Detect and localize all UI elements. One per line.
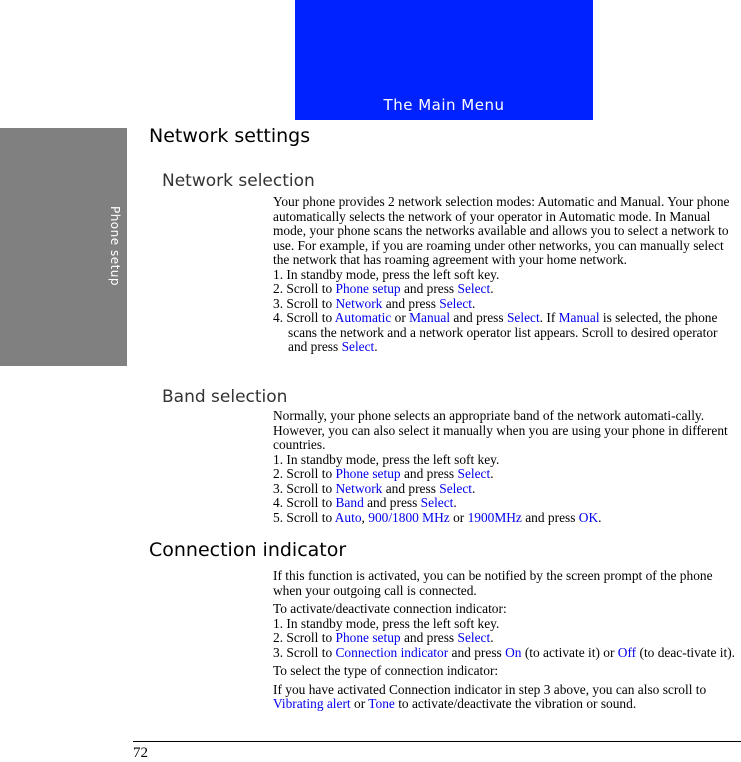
band-selection-body bbox=[273, 409, 739, 525]
ns-step-2: 2. Scroll to Phone setup and press Select. bbox=[273, 281, 494, 296]
network-settings-heading: Network settings bbox=[149, 125, 311, 147]
connection-indicator-heading: Connection indicator bbox=[149, 539, 347, 561]
ci-final: If you have activated Connection indicator in step 3 above, you can also scroll to Vibrating alert or Tone to activate/deactivate the vibration or sound. bbox=[273, 681, 707, 711]
ci-to-select: To select the type of connection indicator: bbox=[273, 663, 499, 678]
network-selection-heading: Network selection bbox=[162, 171, 315, 191]
connection-indicator-body bbox=[273, 569, 739, 712]
ci-step-1: 1. In standby mode, press the left soft key. bbox=[273, 615, 500, 631]
network-selection-intro: Your phone provides 2 network selection modes: Automatic and Manual. Your phone automatically selects the network of your operator in Automatic mode. In Manual mode, your phone scans the networks available and allows you to select a network to use. For example, if you are roaming under other networks, you can manually select the network that has roaming agreement with your home network. bbox=[273, 194, 730, 267]
band-selection-intro: Normally, your phone selects an appropriate band of the network automati-cally. However, you can also select it manually when you are using your phone in different countries. bbox=[273, 408, 728, 452]
header-title: The Main Menu bbox=[383, 96, 505, 114]
band-selection-heading: Band selection bbox=[162, 387, 288, 407]
side-tab-label: Phone setup bbox=[108, 205, 122, 287]
bs-step-4: 4. Scroll to Band and press Select. bbox=[273, 495, 457, 510]
ci-to-activate: To activate/deactivate connection indicator: bbox=[273, 601, 507, 616]
bs-step-5: 5. Scroll to Auto, 900/1800 MHz or 1900MHz and press OK. bbox=[273, 509, 602, 525]
page-number: 72 bbox=[133, 745, 148, 761]
bs-step-2: 2. Scroll to Phone setup and press Select. bbox=[273, 466, 494, 481]
ci-step-2: 2. Scroll to Phone setup and press Select. bbox=[273, 630, 494, 645]
header-banner bbox=[295, 0, 593, 120]
ci-intro: If this function is activated, you can be notified by the screen prompt of the phone when your outgoing call is connected. bbox=[273, 568, 713, 598]
bs-step-3: 3. Scroll to Network and press Select. bbox=[273, 480, 476, 496]
ns-step-3: 3. Scroll to Network and press Select. bbox=[273, 295, 476, 311]
ns-step-4: 4. Scroll to Automatic or Manual and press Select. If Manual is selected, the phone scans the network and a network operator list appears. Scroll to desired operator and press Select. bbox=[273, 310, 718, 354]
ci-step-3: 3. Scroll to Connection indicator and press On (to activate it) or Off (to deac-tivate it). bbox=[273, 644, 736, 660]
ns-step-1: 1. In standby mode, press the left soft key. bbox=[273, 266, 500, 282]
network-selection-body bbox=[273, 195, 739, 355]
footer-divider bbox=[133, 741, 741, 742]
bs-step-1: 1. In standby mode, press the left soft key. bbox=[273, 451, 500, 467]
